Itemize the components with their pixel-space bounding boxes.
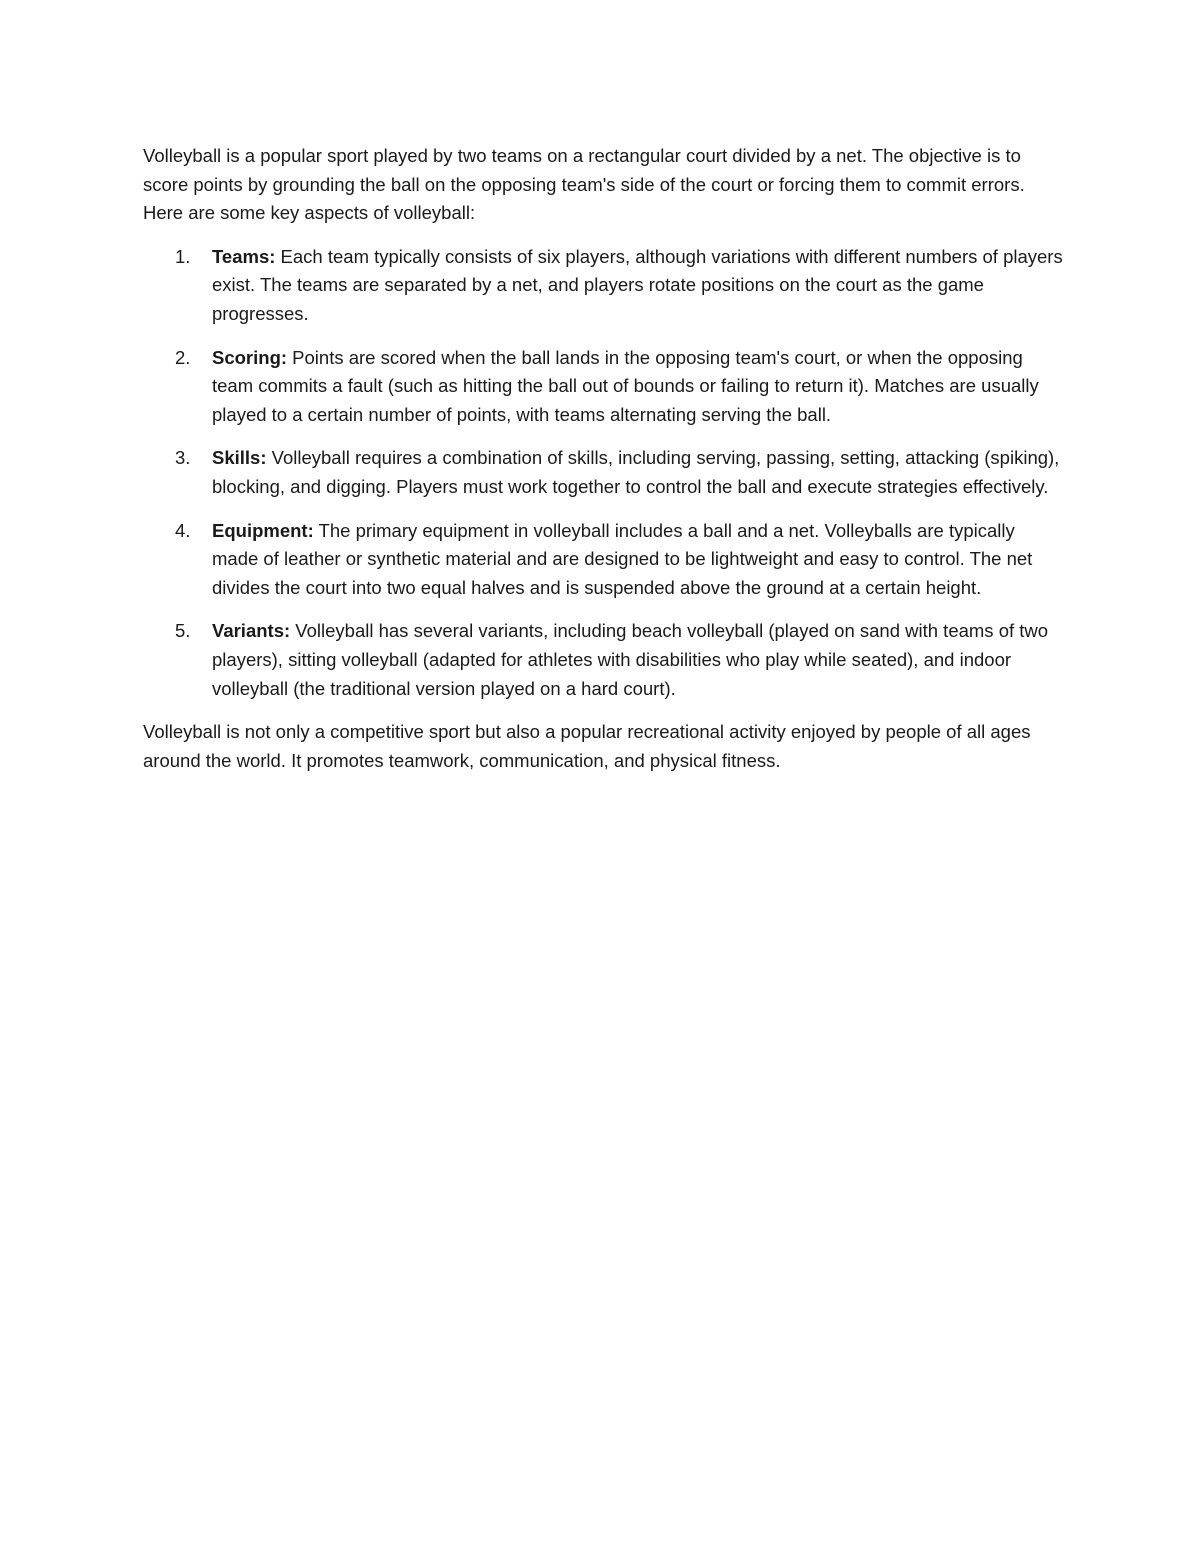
list-number: 2. <box>175 346 191 368</box>
list-term: Variants: <box>212 620 291 642</box>
intro-paragraph: Volleyball is a popular sport played by two teams on a rectangular court divided by a net. The objective is to score points by grounding the ball on the opposing team's side of the court or forcing them to commit errors. Here are some key aspects of volleyball: <box>143 145 1025 224</box>
list-item-variants <box>143 617 1063 703</box>
list-text: Volleyball has several variants, including beach volleyball (played on sand with teams of two players), sitting volleyball (adapted for athletes with disabilities who play while seated), and indoor volleyball (the traditional version played on a hard court). <box>212 620 1049 699</box>
list-term: Scoring: <box>212 346 288 368</box>
list-number: 4. <box>175 519 191 541</box>
list-number: 1. <box>175 245 191 267</box>
list-item-skills <box>143 444 1063 501</box>
list-term: Teams: <box>212 245 276 267</box>
list-term: Equipment: <box>212 519 314 541</box>
list-item-scoring <box>143 344 1063 430</box>
list-text: Points are scored when the ball lands in the opposing team's court, or when the opposing team commits a fault (such as hitting the ball out of bounds or failing to return it). Matches are usually played to a certain number of points, with teams alternating serving the ball. <box>212 346 1039 425</box>
document-body <box>143 142 1063 775</box>
list-item-teams <box>143 243 1063 329</box>
list-number: 3. <box>175 447 191 469</box>
list-text: Each team typically consists of six players, although variations with different numbers of players exist. The teams are separated by a net, and players rotate positions on the court as the game progresses. <box>212 245 1063 324</box>
list-text: The primary equipment in volleyball includes a ball and a net. Volleyballs are typically made of leather or synthetic material and are designed to be lightweight and easy to control. The net divides the court into two equal halves and is suspended above the ground at a certain height. <box>212 519 1033 598</box>
key-aspects-list <box>143 243 1063 703</box>
list-text: Volleyball requires a combination of skills, including serving, passing, setting, attacking (spiking), blocking, and digging. Players must work together to control the ball and execute strategies effectively. <box>212 447 1060 497</box>
list-number: 5. <box>175 620 191 642</box>
conclusion-paragraph: Volleyball is not only a competitive sport but also a popular recreational activity enjoyed by people of all ages around the world. It promotes teamwork, communication, and physical fitness. <box>143 721 1031 771</box>
list-item-equipment <box>143 517 1063 603</box>
list-term: Skills: <box>212 447 267 469</box>
